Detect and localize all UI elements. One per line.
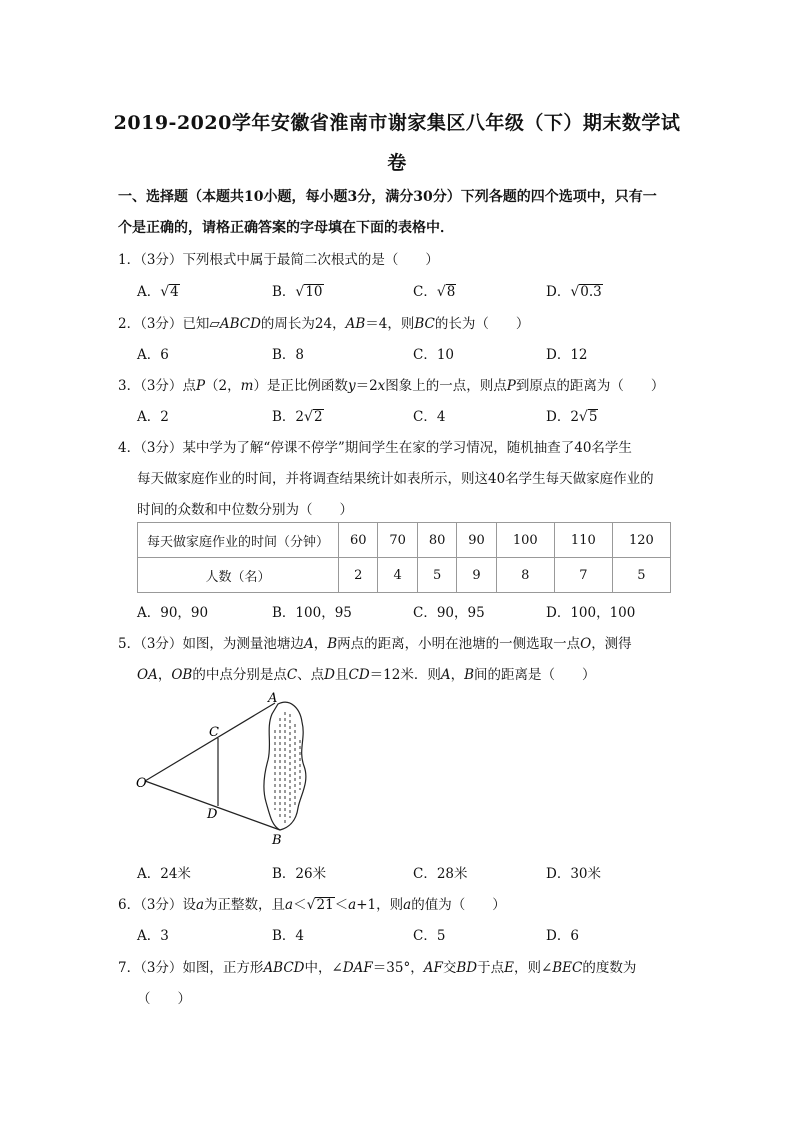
label-d: D	[207, 807, 218, 822]
table-cell: 90	[457, 523, 496, 558]
table-cell: 5	[417, 558, 456, 593]
page-title: 2019-2020学年安徽省淮南市谢家集区八年级（下）期末数学试	[113, 112, 681, 134]
q6-option-d[interactable]: D．6	[546, 928, 579, 944]
q2-option-a[interactable]: A．6	[137, 347, 169, 363]
question-2: 2．（3分）已知▱ABCD的周长为24，AB＝4，则BC的长为（ ）	[118, 316, 530, 332]
question-7-line2: （ ）	[137, 991, 191, 1007]
question-4-line2: 每天做家庭作业的时间，并将调查结果统计如表所示，则这40名学生每天做家庭作业的	[137, 471, 654, 487]
q4-option-d[interactable]: D．100，100	[546, 605, 636, 621]
q4-data-table	[137, 522, 671, 593]
table-cell: 5	[612, 558, 670, 593]
table-header-cell: 每天做家庭作业的时间（分钟）	[138, 523, 339, 558]
question-7: 7．（3分）如图，正方形ABCD中，∠DAF＝35°，AF交BD于点E，则∠BEC的度数为	[118, 960, 637, 976]
q3-option-b[interactable]: B．2√2	[272, 409, 323, 425]
label-o: O	[136, 776, 147, 791]
q5-option-c[interactable]: C．28米	[413, 866, 468, 882]
q4-option-a[interactable]: A．90，90	[137, 605, 209, 621]
q5-option-d[interactable]: D．30米	[546, 866, 602, 882]
label-a: A	[268, 691, 278, 706]
table-cell: 80	[417, 523, 456, 558]
table-header-cell: 人数（名）	[138, 558, 339, 593]
table-cell: 9	[457, 558, 496, 593]
label-c: C	[209, 725, 219, 740]
table-cell: 100	[496, 523, 554, 558]
q6-option-b[interactable]: B．4	[272, 928, 305, 944]
q5-option-b[interactable]: B．26米	[272, 866, 327, 882]
q1-option-d[interactable]: D．√0.3	[546, 284, 602, 300]
q1-option-c[interactable]: C．√8	[413, 284, 456, 300]
table-cell: 120	[612, 523, 670, 558]
q2-option-c[interactable]: C．10	[413, 347, 455, 363]
question-6: 6．（3分）设a为正整数，且a＜√21＜a+1，则a的值为（ ）	[118, 897, 506, 913]
segment-oa	[145, 703, 275, 781]
q3-option-c[interactable]: C．4	[413, 409, 446, 425]
table-cell: 7	[554, 558, 612, 593]
question-5: 5．（3分）如图，为测量池塘边A，B两点的距离，小明在池塘的一侧选取一点O，测得	[118, 636, 632, 652]
q5-option-a[interactable]: A．24米	[137, 866, 191, 882]
label-b: B	[272, 833, 282, 848]
table-cell: 2	[339, 558, 378, 593]
question-4-line3: 时间的众数和中位数分别为（ ）	[137, 502, 353, 518]
q4-option-c[interactable]: C．90，95	[413, 605, 485, 621]
section-heading-cont: 个是正确的，请格正确答案的字母填在下面的表格中．	[118, 220, 454, 236]
page-title-cont: 卷	[387, 152, 407, 174]
q5-pond-figure	[130, 690, 330, 850]
question-5-line2: OA，OB的中点分别是点C、点D且CD＝12米．则A，B间的距离是（ ）	[137, 667, 596, 683]
q2-option-d[interactable]: D．12	[546, 347, 588, 363]
table-cell: 70	[378, 523, 417, 558]
q1-option-a[interactable]: A．√4	[137, 284, 179, 300]
question-1: 1．（3分）下列根式中属于最简二次根式的是（ ）	[118, 252, 439, 268]
q3-option-d[interactable]: D．2√5	[546, 409, 598, 425]
question-4: 4．（3分）某中学为了解“停课不停学”期间学生在家的学习情况，随机抽查了40名学生	[118, 440, 632, 456]
table-cell: 8	[496, 558, 554, 593]
pond-shape	[264, 702, 306, 830]
q1-option-b[interactable]: B．√10	[272, 284, 323, 300]
table-row	[138, 523, 671, 558]
table-cell: 60	[339, 523, 378, 558]
q6-option-a[interactable]: A．3	[137, 928, 169, 944]
segment-ob	[145, 781, 280, 830]
q3-option-a[interactable]: A．2	[137, 409, 169, 425]
table-cell: 110	[554, 523, 612, 558]
q2-option-b[interactable]: B．8	[272, 347, 305, 363]
q6-option-c[interactable]: C．5	[413, 928, 446, 944]
table-cell: 4	[378, 558, 417, 593]
table-row	[138, 558, 671, 593]
section-heading: 一、选择题（本题共10小题，每小题3分，满分30分）下列各题的四个选项中，只有一	[118, 189, 657, 205]
question-3: 3．（3分）点P（2，m）是正比例函数y＝2x图象上的一点，则点P到原点的距离为（ ）	[118, 378, 665, 394]
q4-option-b[interactable]: B．100，95	[272, 605, 352, 621]
